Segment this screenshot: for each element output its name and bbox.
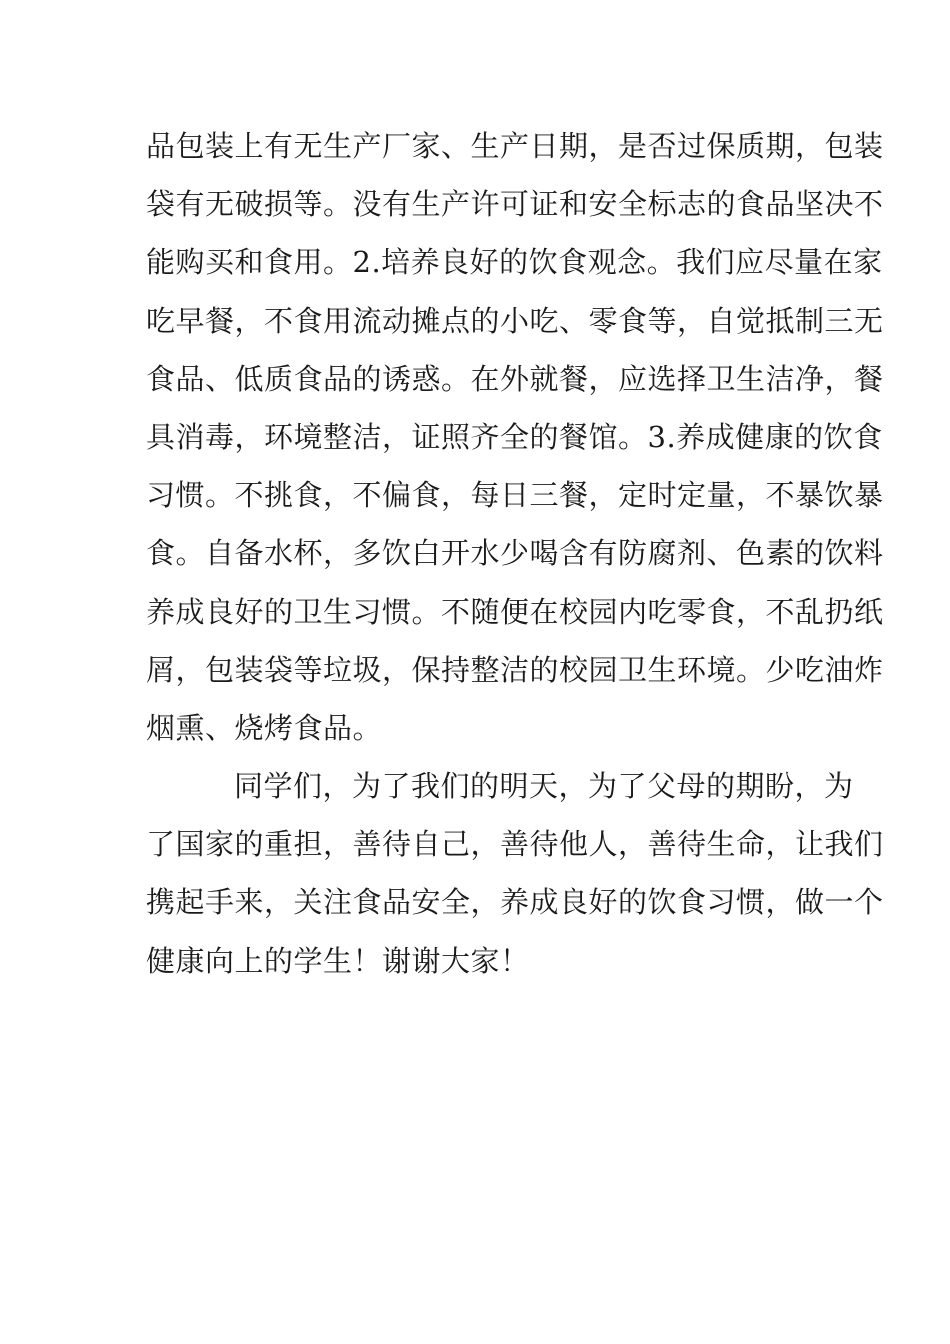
text-line: 具消毒，环境整洁，证照齐全的餐馆。3.养成健康的饮食 bbox=[146, 419, 883, 454]
text-line: 健康向上的学生！谢谢大家！ bbox=[146, 943, 530, 978]
text-line: 携起手来，关注食品安全，养成良好的饮食习惯，做一个 bbox=[146, 885, 884, 920]
text-line: 习惯。不挑食，不偏食，每日三餐，定时定量，不暴饮暴 bbox=[146, 478, 884, 513]
text-line: 屑，包装袋等垃圾，保持整洁的校园卫生环境。少吃油炸 bbox=[146, 652, 884, 687]
text-line: 袋有无破损等。没有生产许可证和安全标志的食品坚决不 bbox=[146, 187, 884, 222]
text-line: 食。自备水杯，多饮白开水少喝含有防腐剂、色素的饮料 bbox=[146, 536, 884, 571]
text-line: 养成良好的卫生习惯。不随便在校园内吃零食，不乱扔纸 bbox=[146, 594, 884, 629]
text-line: 能购买和食用。2.培养良好的饮食观念。我们应尽量在家 bbox=[146, 245, 883, 280]
text-line: 了国家的重担，善待自己，善待他人，善待生命，让我们 bbox=[146, 827, 884, 862]
text-line: 烟熏、烧烤食品。 bbox=[146, 710, 383, 745]
text-line: 吃早餐，不食用流动摊点的小吃、零食等，自觉抵制三无 bbox=[146, 303, 884, 338]
paragraph-1 bbox=[146, 117, 884, 757]
body-text bbox=[146, 117, 884, 990]
text-line-indented: 同学们，为了我们的明天，为了父母的期盼，为 bbox=[234, 769, 854, 804]
text-line: 品包装上有无生产厂家、生产日期，是否过保质期，包装 bbox=[146, 129, 884, 163]
paragraph-2 bbox=[146, 757, 884, 990]
text-line: 食品、低质食品的诱惑。在外就餐，应选择卫生洁净，餐 bbox=[146, 361, 884, 396]
